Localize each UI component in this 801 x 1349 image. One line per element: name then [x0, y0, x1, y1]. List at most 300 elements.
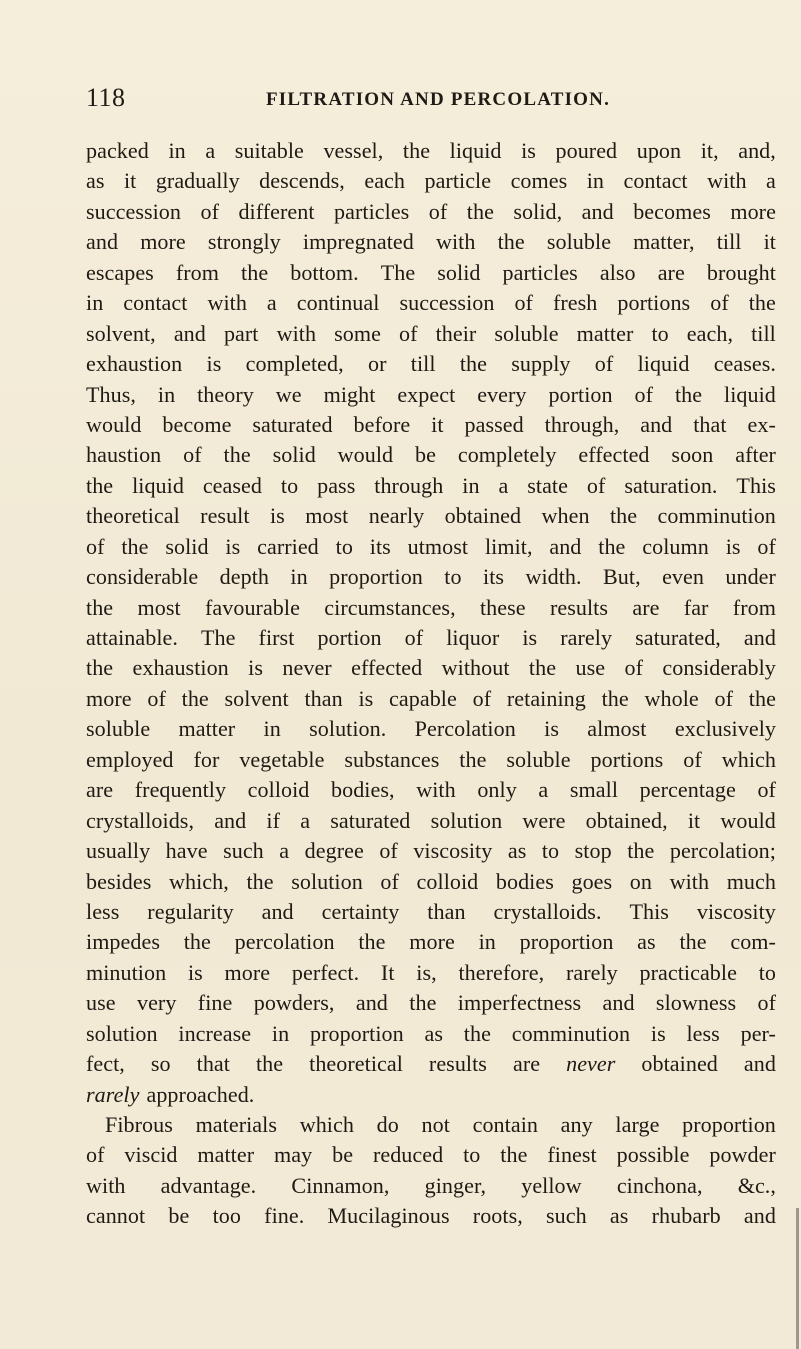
- text-word: powder: [709, 1142, 776, 1168]
- text-word: it: [431, 411, 444, 437]
- text-word: the: [627, 838, 655, 864]
- text-word: roots,: [472, 1203, 523, 1229]
- text-word: imperfectness: [457, 990, 582, 1016]
- text-word: of: [624, 655, 643, 681]
- text-word: the: [255, 1051, 284, 1077]
- text-word: comminution: [511, 1020, 631, 1046]
- text-word: saturation.: [624, 472, 718, 498]
- text-line: [86, 197, 776, 227]
- text-word: most: [137, 594, 181, 620]
- text-word: would: [86, 411, 142, 437]
- text-word: effected: [578, 442, 650, 468]
- text-word: in: [271, 1020, 290, 1046]
- text-word: supply: [511, 351, 571, 377]
- text-line: [86, 1140, 776, 1170]
- text-word: to: [463, 1142, 481, 1168]
- text-word: continual: [296, 290, 380, 316]
- text-word: of: [757, 533, 776, 559]
- text-word: a: [300, 807, 311, 833]
- text-word: to: [541, 838, 560, 864]
- text-word: matter,: [633, 229, 695, 255]
- text-line: [86, 1110, 776, 1140]
- text-word: per-: [740, 1020, 776, 1046]
- text-word: colloid: [416, 868, 479, 894]
- text-line: [86, 684, 776, 714]
- text-line: [86, 593, 776, 623]
- text-word: to: [280, 472, 299, 498]
- text-word: stop: [574, 838, 612, 864]
- text-line: [86, 532, 776, 562]
- text-word: of: [714, 685, 734, 711]
- text-word: carried: [257, 533, 319, 559]
- text-word: results: [428, 1051, 487, 1077]
- text-word: after: [735, 442, 776, 468]
- text-word: employed: [86, 746, 174, 772]
- text-word: a: [538, 777, 549, 803]
- text-word: yellow: [521, 1172, 582, 1198]
- text-word: of: [710, 290, 729, 316]
- text-word: the: [466, 198, 494, 224]
- text-word: of: [757, 990, 776, 1016]
- text-word: to: [335, 533, 353, 559]
- page-edge-rule: [796, 1208, 799, 1349]
- text-word: contact: [623, 168, 688, 194]
- text-word: comes: [510, 168, 568, 194]
- text-word: of: [200, 198, 219, 224]
- text-word: from: [175, 259, 220, 285]
- text-word: never: [282, 655, 332, 681]
- text-word: fine: [197, 990, 233, 1016]
- text-word: haustion: [86, 442, 162, 468]
- text-word: each,: [686, 320, 734, 346]
- text-word: escapes: [86, 259, 154, 285]
- text-word: do: [376, 1112, 399, 1137]
- text-word: a: [266, 290, 277, 316]
- text-word: it: [763, 229, 776, 255]
- text-word: first: [258, 625, 295, 650]
- text-word: the: [358, 929, 386, 955]
- text-word: Thus,: [86, 381, 136, 407]
- text-word: solid: [272, 442, 316, 468]
- text-word: of: [404, 625, 424, 650]
- text-word: solvent,: [86, 320, 156, 346]
- text-word: possible: [616, 1142, 690, 1168]
- text-word: as: [86, 168, 105, 194]
- text-word: liquid: [637, 351, 690, 377]
- text-word: advantage.: [160, 1172, 257, 1198]
- text-word: almost: [587, 716, 647, 742]
- text-word: of: [634, 381, 654, 407]
- text-word: large: [615, 1112, 660, 1137]
- text-word: on: [629, 868, 652, 894]
- text-word: utmost: [407, 533, 469, 559]
- text-line: [86, 623, 776, 653]
- text-word: fine.: [264, 1203, 305, 1229]
- text-word: contact: [123, 290, 188, 316]
- text-word: solid,: [513, 198, 563, 224]
- text-line: [86, 501, 776, 531]
- text-word: even: [662, 564, 704, 590]
- text-word: crystalloids.: [493, 898, 602, 924]
- text-word: attainable.: [86, 625, 178, 650]
- text-word: the: [459, 351, 487, 377]
- text-word: it,: [700, 138, 719, 163]
- text-word: packed: [86, 138, 149, 163]
- text-word: the: [500, 1142, 528, 1168]
- text-word: before: [353, 411, 411, 437]
- text-word: approached.: [146, 1081, 255, 1107]
- text-word: its: [369, 533, 391, 559]
- text-word: width.: [525, 564, 582, 590]
- text-word: The: [380, 259, 416, 285]
- text-word: the: [121, 533, 149, 559]
- text-word: use: [86, 990, 116, 1016]
- text-word: bottom.: [290, 259, 359, 285]
- text-word: than: [427, 898, 466, 924]
- text-word: substances: [344, 746, 440, 772]
- text-word: ginger,: [424, 1172, 487, 1198]
- text-word: of: [380, 868, 399, 894]
- text-word: the: [402, 138, 431, 163]
- text-word: soluble: [494, 320, 559, 346]
- text-word: less: [686, 1020, 720, 1046]
- text-word: obtained,: [585, 807, 668, 833]
- text-word: with: [435, 229, 476, 255]
- text-line: [86, 836, 776, 866]
- text-line: [86, 1080, 776, 1110]
- text-word: soluble: [86, 716, 151, 742]
- text-word: comminution: [657, 503, 776, 529]
- text-word: The: [201, 625, 236, 650]
- text-word: such: [223, 838, 264, 864]
- text-word: considerably: [662, 655, 776, 681]
- text-word: and: [355, 990, 388, 1016]
- text-word: and: [86, 229, 119, 255]
- text-word: from: [732, 594, 776, 620]
- text-word: the: [86, 594, 114, 620]
- text-word: were: [522, 807, 566, 833]
- text-word: solid: [437, 259, 481, 285]
- text-word: and: [214, 807, 247, 833]
- text-line: [86, 288, 776, 318]
- text-line: [86, 745, 776, 775]
- text-word: a: [766, 168, 776, 194]
- text-word: bodies,: [331, 777, 395, 803]
- text-word: colloid: [247, 777, 310, 803]
- text-word: and: [581, 198, 614, 224]
- text-word: whole: [644, 685, 699, 711]
- text-word: of: [399, 320, 418, 346]
- text-word: in: [462, 472, 480, 498]
- text-word: &c.,: [737, 1172, 776, 1198]
- text-word: the: [748, 290, 776, 316]
- text-line: [86, 258, 776, 288]
- text-word: theoretical: [86, 503, 180, 529]
- text-word: the: [246, 868, 274, 894]
- text-word: of: [147, 685, 166, 711]
- text-word: reduced: [372, 1142, 444, 1168]
- text-word: with: [707, 168, 747, 194]
- text-word: more: [224, 959, 271, 985]
- text-word: of: [594, 351, 614, 377]
- text-word: is: [269, 503, 285, 529]
- text-line: [86, 136, 776, 166]
- text-word: become: [162, 411, 232, 437]
- text-word: passed: [464, 411, 524, 437]
- text-word: the: [409, 990, 437, 1016]
- text-word: pass: [317, 472, 356, 498]
- text-word: solution: [291, 868, 363, 894]
- text-word: be: [332, 1142, 354, 1168]
- text-word: becomes: [633, 198, 711, 224]
- text-word: solid: [165, 533, 209, 559]
- text-line: [86, 653, 776, 683]
- text-word: any: [560, 1112, 593, 1137]
- text-word: or: [367, 351, 387, 377]
- header-title: FILTRATION AND PERCOLATION.: [266, 89, 611, 110]
- text-word: the: [241, 259, 269, 285]
- text-word: liquid: [724, 381, 776, 407]
- text-word: far: [683, 594, 709, 620]
- text-word: certainty: [321, 898, 400, 924]
- text-line: [86, 440, 776, 470]
- text-word: a: [498, 472, 509, 498]
- text-word: matter: [197, 1142, 255, 1168]
- text-word: would: [337, 442, 394, 468]
- text-word: Cinnamon,: [291, 1172, 390, 1198]
- text-word: to: [444, 564, 462, 590]
- text-word: and: [173, 320, 206, 346]
- text-word: with: [86, 1172, 126, 1198]
- text-word: impregnated: [302, 229, 414, 255]
- text-word: of: [379, 838, 398, 864]
- text-word: theoretical: [309, 1051, 403, 1077]
- text-word: very: [136, 990, 177, 1016]
- text-word: too: [212, 1203, 241, 1229]
- text-word: matter: [576, 320, 634, 346]
- text-word: the: [601, 685, 629, 711]
- text-word: frequently: [134, 777, 227, 803]
- text-word: is: [650, 1020, 666, 1046]
- text-word: if: [266, 807, 281, 833]
- text-word: more: [730, 198, 776, 224]
- text-word: minution: [86, 959, 167, 985]
- text-word: usually: [86, 838, 151, 864]
- text-word: portion: [548, 381, 613, 407]
- text-word: Mucilaginous: [327, 1203, 450, 1229]
- text-word: with: [207, 290, 247, 316]
- text-word: theory: [197, 381, 254, 407]
- text-word: suitable: [234, 138, 304, 163]
- text-word: soon: [671, 442, 714, 468]
- text-word: capable: [389, 685, 457, 711]
- text-word: of: [183, 442, 202, 468]
- text-word: are: [512, 1051, 541, 1077]
- text-word: in: [478, 929, 496, 955]
- text-word: the: [223, 442, 251, 468]
- text-line: [86, 806, 776, 836]
- text-word: and: [602, 990, 635, 1016]
- text-word: and,: [738, 138, 776, 163]
- text-word: liquid: [449, 138, 502, 163]
- text-word: be: [168, 1203, 190, 1229]
- text-word: the: [598, 533, 626, 559]
- text-word: is: [521, 138, 536, 163]
- text-word: effected: [351, 655, 423, 681]
- text-word: without: [441, 655, 510, 681]
- text-word: soluble: [506, 746, 571, 772]
- text-word: are: [657, 259, 685, 285]
- text-word: particles: [334, 198, 410, 224]
- text-word: more: [140, 229, 186, 255]
- text-word: the: [674, 381, 703, 407]
- text-word: proportion: [519, 929, 614, 955]
- text-word: in: [168, 138, 186, 163]
- text-word: are: [86, 777, 114, 803]
- text-word: viscosity: [696, 898, 776, 924]
- text-line: [86, 1019, 776, 1049]
- text-word: is,: [416, 959, 437, 985]
- text-line: [86, 1171, 776, 1201]
- text-word: depth: [219, 564, 269, 590]
- text-word: therefore,: [458, 959, 545, 985]
- text-word: portions: [590, 746, 664, 772]
- text-word: till: [410, 351, 436, 377]
- text-word: different: [238, 198, 315, 224]
- text-word: might: [323, 381, 376, 407]
- text-word: till: [716, 229, 742, 255]
- text-word: the: [86, 655, 114, 681]
- text-word: that: [196, 1051, 230, 1077]
- text-word: so: [150, 1051, 171, 1077]
- text-word: the: [181, 685, 209, 711]
- text-word: fresh: [552, 290, 598, 316]
- text-line: [86, 562, 776, 592]
- text-line: [86, 1201, 776, 1231]
- text-word: rarely: [565, 959, 618, 985]
- text-word: bodies: [495, 868, 554, 894]
- text-word: ceased: [202, 472, 262, 498]
- text-word: which,: [169, 868, 229, 894]
- text-word: is: [248, 655, 264, 681]
- text-line: [86, 166, 776, 196]
- text-line: [86, 410, 776, 440]
- text-word: practicable: [639, 959, 737, 985]
- text-word: cannot: [86, 1203, 146, 1229]
- text-word: a: [279, 838, 290, 864]
- text-word: such: [546, 1203, 587, 1229]
- text-word: are: [632, 594, 660, 620]
- text-line: [86, 380, 776, 410]
- text-word: have: [165, 838, 208, 864]
- text-word: less: [86, 898, 120, 924]
- text-word: proportion: [309, 1020, 404, 1046]
- text-word: is: [522, 625, 538, 650]
- text-word: saturated: [252, 411, 333, 437]
- text-word: vessel,: [323, 138, 384, 163]
- text-line: [86, 988, 776, 1018]
- text-word: most: [305, 503, 349, 529]
- text-word: saturated: [330, 807, 411, 833]
- text-word: gradually: [155, 168, 240, 194]
- text-word: in: [263, 716, 281, 742]
- text-word: part: [223, 320, 259, 346]
- text-word: and: [261, 898, 294, 924]
- text-word: But,: [603, 564, 641, 590]
- text-word: exhaustion: [86, 351, 183, 377]
- text-word: not: [421, 1112, 450, 1137]
- text-word: the: [183, 929, 211, 955]
- text-word: with: [669, 868, 710, 894]
- text-word: obtained: [641, 1051, 718, 1077]
- text-word: much: [726, 868, 776, 894]
- text-word: than: [304, 685, 343, 711]
- text-word: each: [364, 168, 406, 194]
- text-word: liquid: [132, 472, 184, 498]
- text-word: of: [757, 777, 776, 803]
- text-word: It: [380, 959, 395, 985]
- text-word: strongly: [207, 229, 281, 255]
- text-word: perfect.: [291, 959, 360, 985]
- text-word: with: [416, 777, 456, 803]
- text-word: it: [123, 168, 137, 194]
- text-word: favourable: [204, 594, 300, 620]
- text-word: for: [193, 746, 220, 772]
- text-word: in: [157, 381, 176, 407]
- text-word: of: [683, 746, 702, 772]
- text-word: a: [205, 138, 216, 163]
- text-word: may: [274, 1142, 313, 1168]
- text-word: is: [725, 533, 741, 559]
- text-word: impedes: [86, 929, 160, 955]
- text-word: upon: [636, 138, 682, 163]
- text-word: through,: [544, 411, 620, 437]
- text-line: [86, 319, 776, 349]
- text-word: regularity: [147, 898, 234, 924]
- text-word: exclusively: [674, 716, 776, 742]
- text-word: crystalloids,: [86, 807, 195, 833]
- text-word: obtained: [444, 503, 522, 529]
- text-word: the: [463, 1020, 491, 1046]
- text-word: be: [415, 442, 436, 468]
- text-word: completed,: [245, 351, 344, 377]
- text-word: of: [86, 1142, 105, 1168]
- text-word: that: [693, 411, 727, 437]
- text-word: the: [86, 472, 114, 498]
- text-word: solution.: [309, 716, 387, 742]
- text-word: particle: [424, 168, 492, 194]
- text-line: [86, 1049, 776, 1079]
- text-line: [86, 227, 776, 257]
- text-word: expect: [397, 381, 456, 407]
- text-word: as: [637, 929, 656, 955]
- text-word: and: [640, 411, 673, 437]
- text-word: contain: [472, 1112, 538, 1137]
- text-word: is: [358, 685, 374, 711]
- text-word: descends,: [259, 168, 345, 194]
- text-word: and: [743, 1203, 776, 1229]
- text-word: solution: [86, 1020, 158, 1046]
- text-word: slowness: [655, 990, 737, 1016]
- text-word: viscid: [124, 1142, 178, 1168]
- text-word: succession: [86, 198, 181, 224]
- text-word: This: [629, 898, 669, 924]
- text-word: it: [687, 807, 701, 833]
- text-word: rarely: [86, 1081, 140, 1107]
- text-word: powders,: [253, 990, 335, 1016]
- text-word: soluble: [546, 229, 612, 255]
- text-word: Fibrous: [105, 1112, 173, 1137]
